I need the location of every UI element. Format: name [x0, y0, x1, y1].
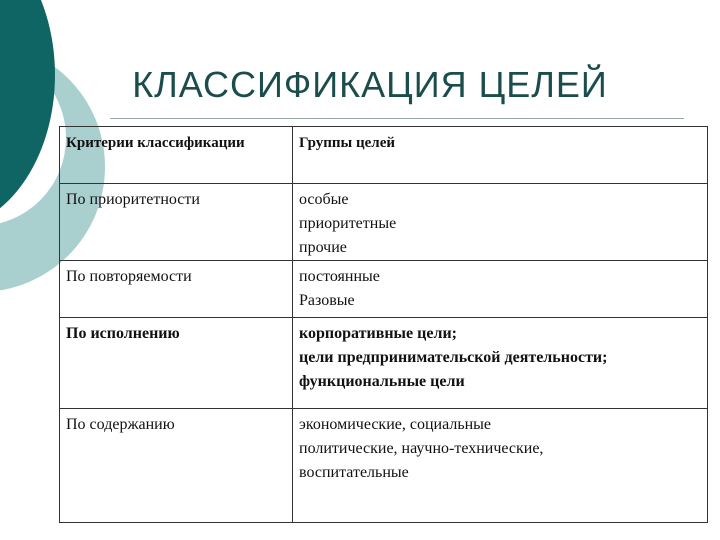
slide-title: КЛАССИФИКАЦИЯ ЦЕЛЕЙ — [132, 64, 608, 105]
group-item: воспитательные — [299, 464, 409, 481]
table-row — [60, 184, 708, 261]
groups-cell — [293, 409, 708, 523]
group-item: постоянные — [299, 268, 380, 285]
group-item: прочие — [299, 239, 347, 256]
header-criteria: Критерии классификации — [60, 127, 293, 184]
group-item: экономические, социальные — [299, 416, 492, 433]
group-item: функциональные цели — [299, 373, 465, 390]
groups-cell — [293, 318, 708, 409]
table-row — [60, 261, 708, 318]
group-item: корпоративные цели; — [299, 325, 457, 342]
table-row — [60, 409, 708, 523]
groups-cell — [293, 261, 708, 318]
criterion-cell: По приоритетности — [60, 184, 293, 261]
group-item: политические, научно-технические, — [299, 440, 544, 457]
classification-table — [59, 126, 708, 523]
table-header-row — [60, 127, 708, 184]
group-item: приоритетные — [299, 215, 397, 232]
criterion-cell: По повторяемости — [60, 261, 293, 318]
group-item: цели предпринимательской деятельности; — [299, 349, 608, 366]
group-item: Разовые — [299, 292, 355, 309]
table-row — [60, 318, 708, 409]
criterion-cell: По содержанию — [60, 409, 293, 523]
title-underline — [110, 118, 684, 119]
header-groups: Группы целей — [293, 127, 708, 184]
group-item: особые — [299, 191, 349, 208]
criterion-cell: По исполнению — [60, 318, 293, 409]
groups-cell — [293, 184, 708, 261]
